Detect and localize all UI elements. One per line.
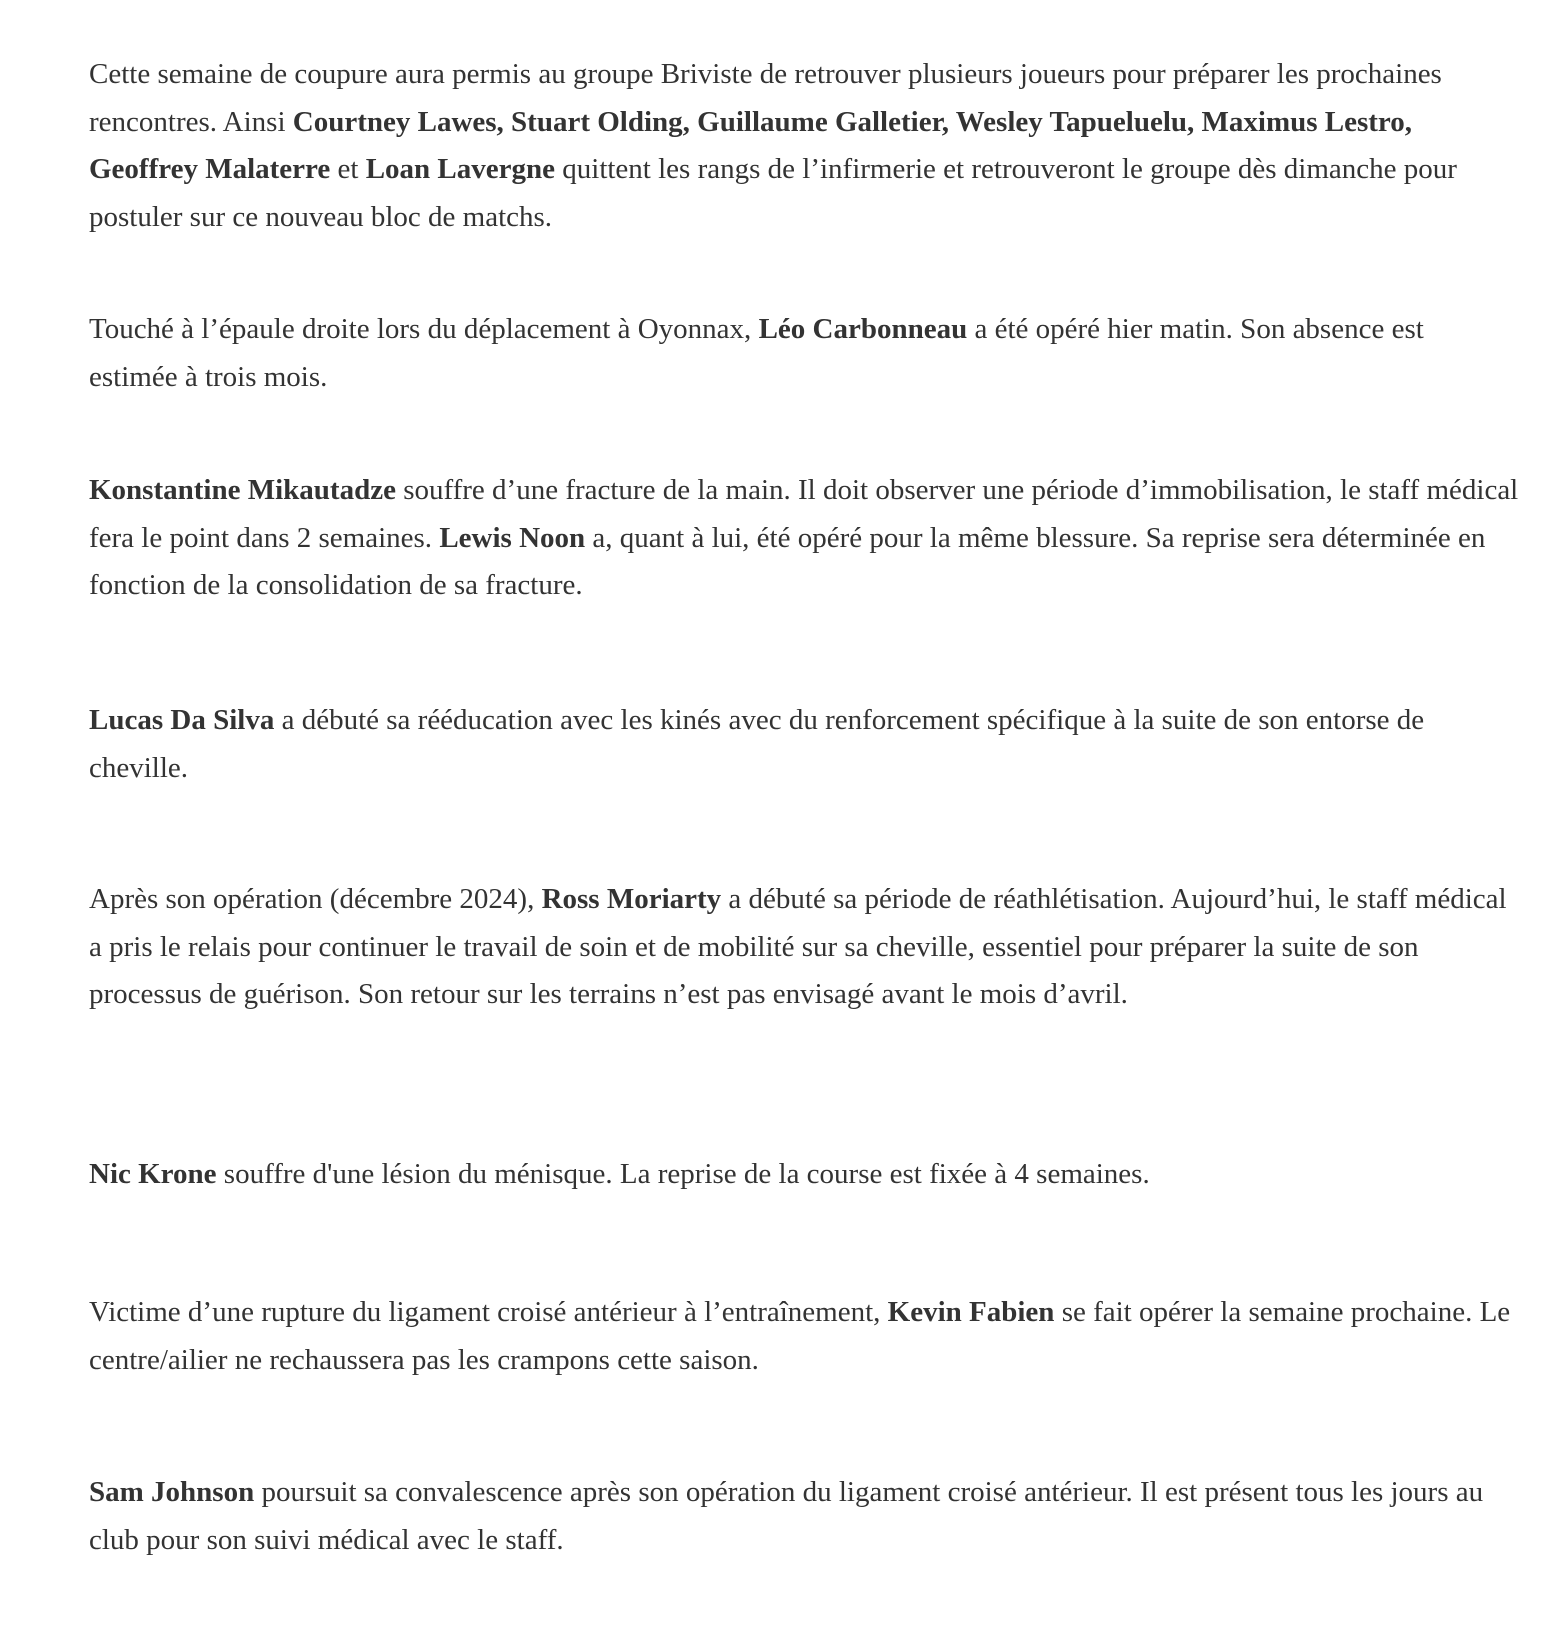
paragraph-text: souffre d'une lésion du ménisque. La reprise de la course est fixée à 4 semaines. — [216, 1158, 1150, 1190]
paragraph-ross-moriarty — [89, 876, 1519, 1019]
paragraph-text: a débuté sa rééducation avec les kinés avec du renforcement spécifique à la suite de son entorse de cheville. — [89, 704, 1425, 784]
player-name: Kevin Fabien — [887, 1296, 1055, 1328]
paragraph-text: quittent les rangs de l’infirmerie et retrouveront le groupe dès dimanche pour postuler sur ce nouveau bloc de matchs. — [89, 153, 1457, 233]
paragraph-kevin-fabien — [89, 1289, 1519, 1384]
player-name: Sam Johnson — [89, 1476, 255, 1508]
paragraph-text: a, quant à lui, été opéré pour la même blessure. Sa reprise sera déterminée en fonction de la consolidation de sa fracture. — [89, 521, 1486, 601]
player-name: Lewis Noon — [439, 521, 586, 554]
player-name: Lucas Da Silva — [89, 704, 275, 736]
paragraph-text: Après son opération (décembre 2024), — [89, 883, 542, 915]
paragraph-leo-carbonneau — [89, 306, 1519, 401]
paragraph-text: Victime d’une rupture du ligament croisé antérieur à l’entraînement, — [89, 1296, 888, 1328]
player-names: Courtney Lawes, Stuart Olding, Guillaume Galletier, Wesley Tapueluelu, Maximus Lestro, Geoffrey Malaterre — [89, 105, 1413, 185]
paragraph-text: Touché à l’épaule droite lors du déplacement à Oyonnax, — [89, 313, 759, 345]
player-name: Léo Carbonneau — [758, 313, 968, 345]
paragraph-text: Cette semaine de coupure aura permis au groupe Briviste de retrouver plusieurs joueurs pour préparer les prochaines rencontres. Ainsi — [89, 58, 1442, 138]
paragraph-returning-players — [89, 51, 1519, 241]
paragraph-text: et — [330, 153, 366, 185]
paragraph-text: se fait opérer la semaine prochaine. Le centre/ailier ne rechaussera pas les crampons cette saison. — [89, 1296, 1511, 1376]
paragraph-text: a débuté sa période de réathlétisation. Aujourd’hui, le staff médical a pris le relais pour continuer le travail de soin et de mobilité sur sa cheville, essentiel pour préparer la suite de son processus de guérison. Son retour sur les terrains n’est pas envisagé avant le mois d’avril. — [89, 883, 1507, 1010]
paragraph-text: a été opéré hier matin. Son absence est estimée à trois mois. — [89, 313, 1424, 393]
paragraph-sam-johnson — [89, 1469, 1519, 1564]
paragraph-text: poursuit sa convalescence après son opération du ligament croisé antérieur. Il est présent tous les jours au club pour son suivi médical avec le staff. — [89, 1476, 1484, 1556]
paragraph-text: souffre d’une fracture de la main. Il doit observer une période d’immobilisation, le staff médical fera le point dans 2 semaines. — [89, 474, 1519, 554]
paragraph-mikautadze-noon — [89, 467, 1519, 610]
player-name: Konstantine Mikautadze — [89, 474, 396, 506]
player-name: Nic Krone — [89, 1158, 217, 1190]
player-name: Loan Lavergne — [365, 153, 556, 185]
player-name: Ross Moriarty — [541, 883, 722, 915]
paragraph-nic-krone — [89, 1151, 1519, 1199]
paragraph-lucas-da-silva — [89, 697, 1519, 792]
